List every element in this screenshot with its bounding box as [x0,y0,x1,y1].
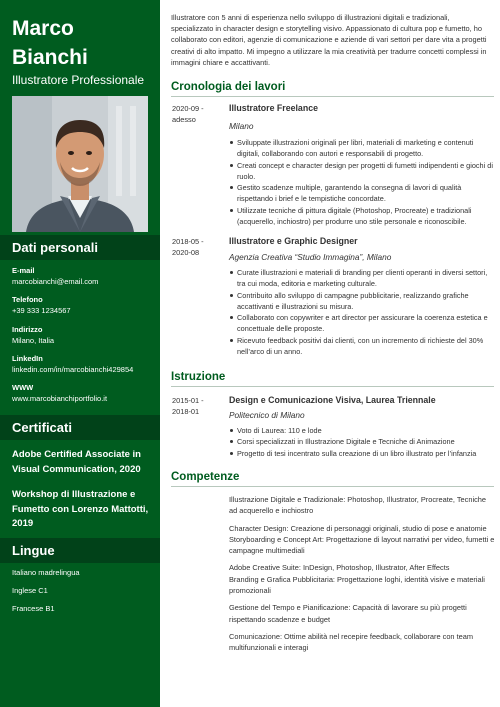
skill-item: Character Design: Creazione di personaggi originali, studio di pose e anatomie [229,523,487,533]
language-item: Italiano madrelingua [12,568,80,577]
section-divider [171,386,494,387]
list-item: Collaborato con copywriter e art director per assicurare la coerenza estetica e concettuale delle proposte. [229,312,494,335]
phone-label: Telefono [12,295,43,304]
personal-item-address [12,325,158,346]
job-employer: Agenzia Creativa “Studio Immagina”, Milano [229,252,392,262]
list-item: Voto di Laurea: 110 e lode [229,425,494,436]
education-title: Istruzione [171,371,226,383]
main-content [160,0,500,707]
section-divider [171,96,494,97]
skills-title: Competenze [171,471,240,483]
www-label: WWW [12,383,34,392]
education-bullets [229,425,494,459]
certificate-item: Workshop di Illustrazione e Fumetto con Lorenzo Mattotti, 2019 [12,489,149,529]
email-label: E-mail [12,266,35,275]
list-item: Ricevuto feedback positivi dai clienti, con un incremento di richieste del 30% nell’arco di un anno. [229,335,494,358]
language-item: Inglese C1 [12,586,48,595]
address-label: Indirizzo [12,325,43,334]
skill-item: Branding e Grafica Pubblicitaria: Progettazione loghi, identità visive e materiali promozionali [229,574,485,596]
skill-item: Gestione del Tempo e Pianificazione: Capacità di lavorare su più progetti rispettando scadenze e budget [229,603,467,624]
email-value: marcobianchi@email.com [12,277,99,286]
sidebar [0,0,160,707]
personal-item-www [12,383,158,404]
www-value: www.marcobianchiportfolio.it [12,394,108,403]
certificates-header: Certificati [0,415,160,440]
personal-item-linkedin [12,354,158,375]
languages-header: Lingue [0,538,160,563]
skill-item: Illustrazione Digitale e Tradizionale: Photoshop, Illustrator, Procreate, Tecniche ad acquerello e inchiostro [229,495,487,516]
candidate-role: Illustratore Professionale [12,73,145,87]
job-employer: Milano [229,121,254,131]
list-item: Utilizzate tecniche di pittura digitale (Photoshop, Procreate) e tradizionali (acquerello, inchiostro) per produrre uno stile personale e riconoscibile. [229,205,494,228]
skill-item: Storyboarding e Concept Art: Progettazione di layout narrativi per video, fumetti e campagne multimediali [229,534,495,556]
list-item: Creati concept e character design per progetti di fumetti indipendenti e giochi di ruolo. [229,160,494,183]
address-value: Milano, Italia [12,336,55,345]
linkedin-value: linkedin.com/in/marcobianchi429854 [12,365,134,374]
job-bullets [229,137,494,227]
job-bullets [229,267,494,357]
language-item: Francese B1 [12,604,55,613]
personal-data-header: Dati personali [0,235,160,260]
list-item: Progetto di tesi incentrato sulla creazione di un libro illustrato per l’infanzia [229,448,494,459]
personal-item-email [12,266,158,287]
phone-value: +39 333 1234567 [12,306,71,315]
portrait-photo [12,96,148,232]
linkedin-label: LinkedIn [12,354,43,363]
section-divider [171,486,494,487]
list-item: Curate illustrazioni e materiali di branding per clienti operanti in diversi settori, tra cui moda, editoria e marketing culturale. [229,267,494,290]
personal-item-phone [12,295,158,316]
skill-item: Comunicazione: Ottime abilità nel recepire feedback, collaborare con team multifunzionali e interagi [229,631,474,653]
experience-title: Cronologia dei lavori [171,81,286,93]
skills-list [229,494,495,654]
job-date: 2018-05 - 2020-08 [172,237,204,257]
list-item: Contribuito allo sviluppo di campagne pubblicitarie, realizzando grafiche accattivanti e illustrazioni su misura. [229,290,494,313]
list-item: Gestito scadenze multiple, garantendo la consegna di lavori di qualità rispettando i brief e le tempistiche concordate. [229,182,494,205]
list-item: Sviluppate illustrazioni originali per libri, materiali di marketing e contenuti digitali, collaborando con autori e responsabili di progetto. [229,137,494,160]
school-name: Politecnico di Milano [229,410,305,420]
job-date: 2020-09 - adesso [172,104,204,124]
education-date: 2015-01 - 2018-01 [172,396,204,416]
job-title: Illustratore e Graphic Designer [229,236,358,246]
profile-summary: Illustratore con 5 anni di esperienza nello sviluppo di illustrazioni digitali e tradizionali, specializzato in character design e storytelling visivo. Appassionato di cultura pop e fumetto, ho collaborato con editori, agenzie di comunicazione e aziende di vari settori per dare vita a progetti creativi di alto impatto. Mi impegno a utilizzare la mia creatività per tradurre concetti complessi in immagini chiare e accattivanti. [171,13,487,67]
skill-item: Adobe Creative Suite: InDesign, Photoshop, Illustrator, After Effects [229,563,450,573]
candidate-name: Marco Bianchi [12,17,88,69]
degree-title: Design e Comunicazione Visiva, Laurea Triennale [229,395,436,405]
certificate-item: Adobe Certified Associate in Visual Communication, 2020 [12,449,141,475]
list-item: Corsi specializzati in Illustrazione Digitale e Tecniche di Animazione [229,436,494,447]
job-title: Illustratore Freelance [229,103,318,113]
